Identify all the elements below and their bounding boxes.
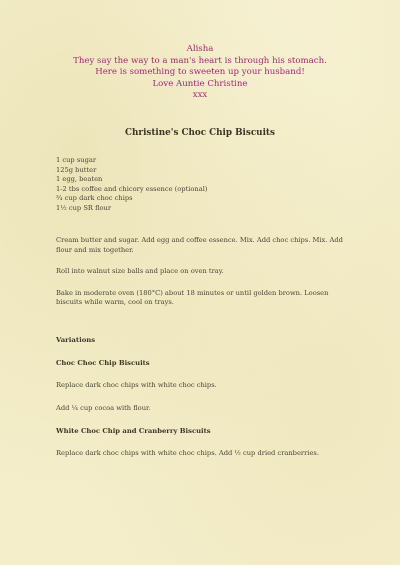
- variation-text: Replace dark choc chips with white choc chips. Add ½ cup dried cranberries.: [56, 449, 319, 457]
- variations-heading: Variations: [56, 336, 96, 344]
- method-step: Cream butter and sugar. Add egg and coffee essence. Mix. Add choc chips. Mix. Add flour and mix together.: [56, 236, 343, 254]
- ingredient-item: 1 egg, beaten: [56, 175, 103, 184]
- ingredient-item: ¾ cup dark choc chips: [56, 194, 133, 203]
- variation-title: White Choc Chip and Cranberry Biscuits: [56, 427, 211, 435]
- method-section: [56, 236, 356, 320]
- ingredients-list: [56, 156, 356, 214]
- ingredient-item: 1½ cup SR flour: [56, 203, 112, 212]
- dedication-line: They say the way to a man's heart is through his stomach.: [73, 55, 327, 66]
- dedication-signoff: Love Auntie Christine: [152, 78, 248, 89]
- ingredient-item: 1 cup sugar: [56, 156, 97, 164]
- ingredient-item: 125g butter: [56, 165, 97, 174]
- dedication-recipient: Alisha: [186, 44, 214, 54]
- method-step: Roll into walnut size balls and place on oven tray.: [56, 267, 224, 276]
- variation-text: Add ¼ cup cocoa with flour.: [56, 404, 151, 412]
- dedication-line: Here is something to sweeten up your husband!: [95, 67, 305, 78]
- recipe-title: Christine's Choc Chip Biscuits: [125, 128, 275, 138]
- dedication-kisses: xxx: [192, 90, 208, 101]
- ingredient-item: 1-2 tbs coffee and chicory essence (optional): [56, 184, 208, 193]
- variation-text: Replace dark choc chips with white choc chips.: [56, 381, 217, 389]
- dedication-note: [0, 44, 400, 102]
- method-step: Bake in moderate oven (180°C) about 18 minutes or until golden brown. Loosen biscuits while warm, cool on trays.: [56, 288, 329, 307]
- variation-title: Choc Choc Chip Biscuits: [56, 359, 150, 367]
